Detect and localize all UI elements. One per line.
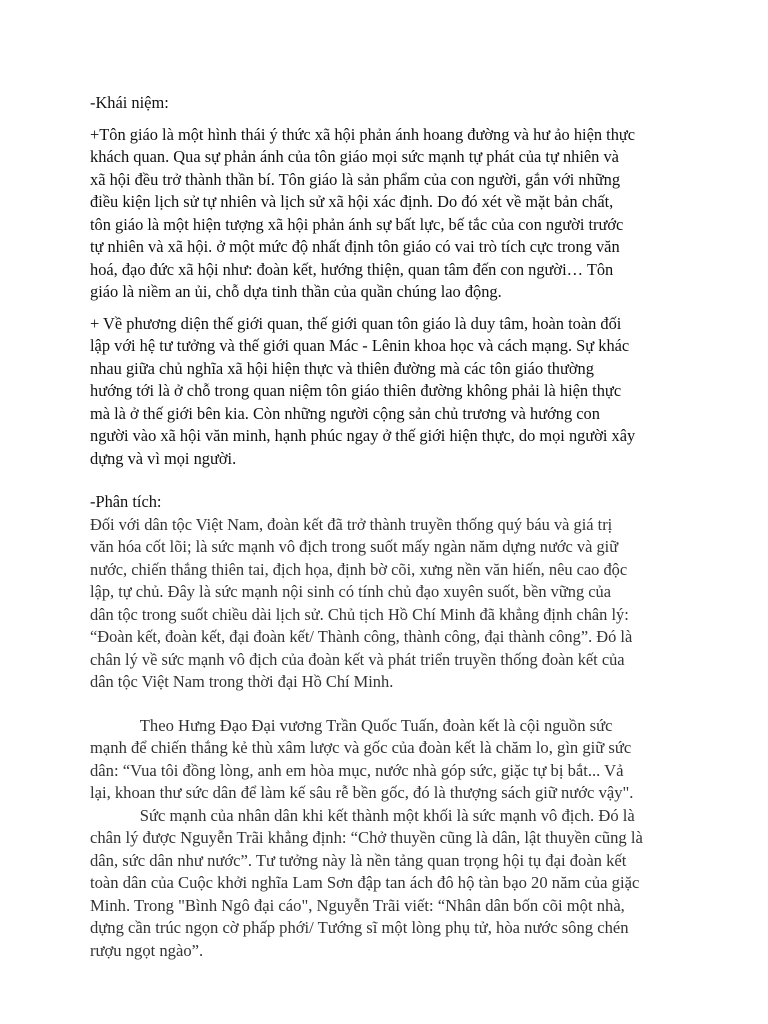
paragraph-worldview: + Về phương diện thế giới quan, thế giới quan tôn giáo là duy tâm, hoàn toàn đối lập với hệ tư tưởng và thế giới quan Mác - Lênin khoa học và cách mạng. Sự khác nhau giữa chủ nghĩa xã hội hiện thực và thiên đường mà các tôn giáo thường hướng tới là ở chỗ trong quan niệm tôn giáo thiên đường không phải là hiện thực mà là ở thế giới bên kia. Còn những người cộng sản chủ trương và hướng con người vào xã hội văn minh, hạnh phúc ngay ở thế giới hiện thực, do mọi người xây dựng và vì mọi người. <box>90 313 636 468</box>
heading-analysis: -Phân tích: <box>90 492 162 511</box>
paragraph-national-unity: Đối với dân tộc Việt Nam, đoàn kết đã trở thành truyền thống quý báu và giá trị văn hóa cốt lõi; là sức mạnh vô địch trong suốt mấy ngàn năm dựng nước và giữ nước, chiến thắng thiên tai, địch họa, định bờ cõi, xưng nền văn hiến, nêu cao độc lập, tự chủ. Đây là sức mạnh nội sinh có tính chủ đạo xuyên suốt, bền vững của dân tộc trong suốt chiều dài lịch sử. Chủ tịch Hồ Chí Minh đã khẳng định chân lý: “Đoàn kết, đoàn kết, đại đoàn kết/ Thành công, thành công, đại thành công”. Đó là chân lý về sức mạnh vô địch của đoàn kết và phát triển truyền thống đoàn kết của dân tộc Việt Nam trong thời đại Hồ Chí Minh. <box>90 514 633 691</box>
heading-concept: -Khái niệm: <box>90 93 169 112</box>
paragraph-historical-quotes: Theo Hưng Đạo Đại vương Trần Quốc Tuấn, đoàn kết là cội nguồn sức mạnh để chiến thắng kẻ thù xâm lược và gốc của đoàn kết là chăm lo, gìn giữ sức dân: “Vua tôi đồng lòng, anh em hòa mục, nước nhà góp sức, giặc tự bị bắt... Vả lại, khoan thư sức dân để làm kế sâu rễ bền gốc, đó là thượng sách giữ nước vậy". Sức mạnh của nhân dân khi kết thành một khối là sức mạnh vô địch. Đó là chân lý được Nguyễn Trãi khẳng định: “Chở thuyền cũng là dân, lật thuyền cũng là dân, sức dân như nước”. Tư tưởng này là nền tảng quan trọng hội tụ đại đoàn kết toàn dân của Cuộc khởi nghĩa Lam Sơn đập tan ách đô hộ tàn bạo 20 năm của giặc Minh. Trong "Bình Ngô đại cáo", Nguyễn Trãi viết: “Nhân dân bốn cõi một nhà, dựng cần trúc ngọn cờ phấp phới/ Tướng sĩ một lòng phụ tử, hòa nước sông chén rượu ngọt ngào”. <box>90 715 643 960</box>
document-page <box>90 92 690 979</box>
paragraph-religion-definition: +Tôn giáo là một hình thái ý thức xã hội phản ánh hoang đường và hư ảo hiện thực khách quan. Qua sự phản ánh của tôn giáo mọi sức mạnh tự phát của tự nhiên và xã hội đều trở thành thần bí. Tôn giáo là sản phẩm của con người, gắn với những điều kiện lịch sử tự nhiên và lịch sử xã hội xác định. Do đó xét về mặt bản chất, tôn giáo là một hiện tượng xã hội phản ánh sự bất lực, bế tắc của con người trước tự nhiên và xã hội. ở một mức độ nhất định tôn giáo có vai trò tích cực trong văn hoá, đạo đức xã hội như: đoàn kết, hướng thiện, quan tâm đến con người… Tôn giáo là niềm an ủi, chỗ dựa tinh thần của quần chúng lao động. <box>90 124 636 301</box>
